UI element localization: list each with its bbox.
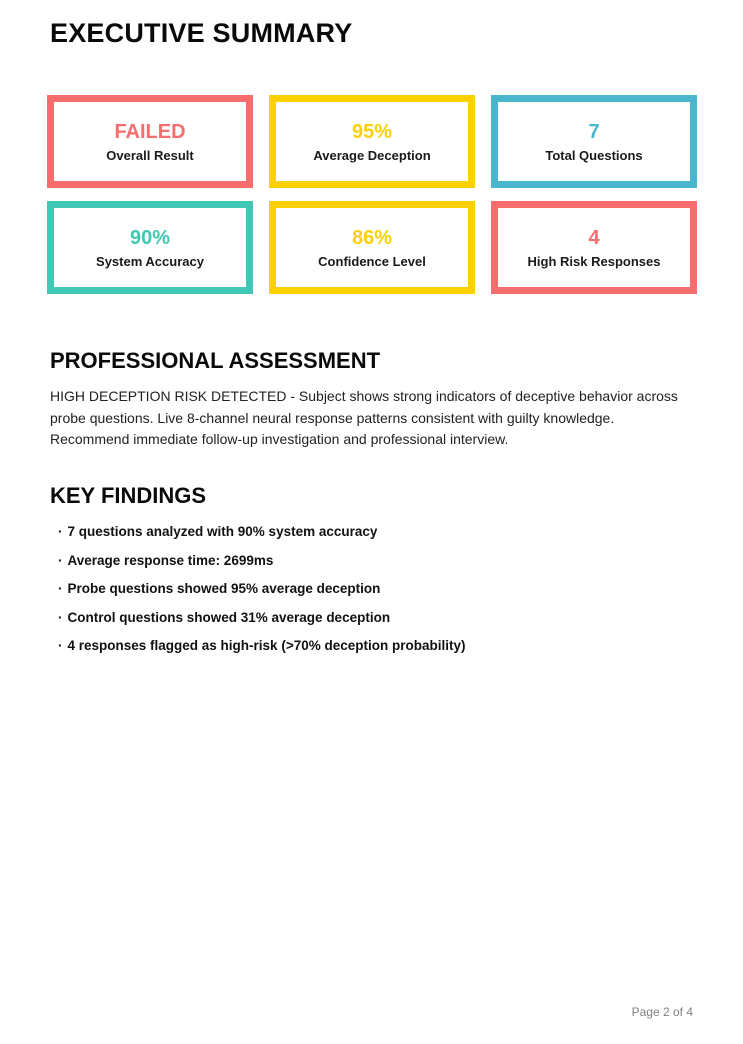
page-title: EXECUTIVE SUMMARY [50,18,353,48]
bullet-dot: · [58,581,63,596]
finding-text: 7 questions analyzed with 90% system accuracy [67,524,378,539]
stat-value: 86% [351,226,393,249]
list-item [58,638,465,654]
list-item [58,553,465,569]
finding-text: Average response time: 2699ms [67,552,274,568]
stat-value: 7 [588,120,600,143]
professional-assessment-heading: PROFESSIONAL ASSESSMENT [50,348,381,373]
finding-text: Control questions showed 31% average deception [67,609,391,625]
stat-value: 95% [351,120,393,143]
stat-value: 90% [129,226,171,249]
stat-card-system-accuracy [47,201,253,294]
stat-label: System Accuracy [96,253,204,269]
professional-assessment-body: HIGH DECEPTION RISK DETECTED - Subject shows strong indicators of deceptive behavior across probe questions. Live 8-channel neural response patterns consistent with guilty knowledge. Recommend immediate follow-up investigation and professional interview. [50,388,678,447]
stat-label: Confidence Level [318,253,426,269]
list-item [58,610,465,626]
stat-card-average-deception [269,95,475,188]
bullet-dot: · [58,609,63,625]
page-number: Page 2 of 4 [631,1005,693,1019]
stat-cards-grid [47,95,697,294]
finding-text: Probe questions showed 95% average deception [67,581,381,596]
stat-value: 4 [588,226,600,249]
stat-label: Average Deception [313,147,431,163]
stat-label: High Risk Responses [527,253,661,269]
finding-text: 4 responses flagged as high-risk (>70% deception probability) [67,638,466,653]
list-item [58,581,465,597]
key-findings-list [58,524,465,654]
key-findings-heading: KEY FINDINGS [50,483,207,508]
stat-label: Total Questions [545,147,643,163]
stat-label: Overall Result [106,147,194,163]
stat-card-confidence-level [269,201,475,294]
bullet-dot: · [58,638,63,653]
bullet-dot: · [58,524,63,539]
stat-card-total-questions [491,95,697,188]
stat-value: FAILED [114,120,186,143]
list-item [58,524,465,540]
bullet-dot: · [58,552,63,568]
stat-card-high-risk-responses [491,201,697,294]
stat-card-overall-result [47,95,253,188]
